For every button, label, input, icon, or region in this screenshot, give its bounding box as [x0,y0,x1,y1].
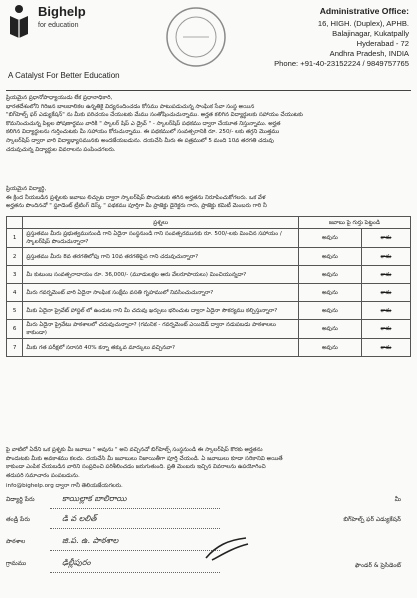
answer-yes[interactable]: అవును [321,344,338,351]
founder-president-label: ఫౌండర్ & ప్రెసిడెంట్ [354,562,401,569]
handwritten-father-name: డి వ లలిత్ [62,514,97,523]
table-row: 4 మీరు గవర్నమెంట్ వారి ఏదైనా సాంఘిక సంక్షేమ వసతి గృహములో నివసించుచున్నారా? అవును కాదు [7,284,411,302]
questions-header: ప్రశ్నలు [23,217,298,229]
logo-mark-icon [8,4,30,38]
answer-yes[interactable]: అవును [321,253,338,260]
answer-no[interactable]: కాదు [380,307,392,314]
office-title: Administrative Office: [319,6,409,16]
answer-no[interactable]: కాదు [380,271,392,278]
tagline: A Catalyst For Better Education [8,71,120,80]
answer-yes[interactable]: అవును [321,271,338,278]
closing-salutation: మీ [394,496,401,503]
field-row-village: గ్రామము ఢిల్లీపురం [6,560,266,576]
answer-no[interactable]: కాదు [380,326,392,332]
handwritten-village: ఢిల్లీపురం [62,558,91,567]
administrative-office-block [274,6,409,69]
answer-yes[interactable]: అవును [321,326,338,332]
handwritten-school: జి.ప. ఉ. పాఠశాల [62,536,119,545]
answer-no[interactable]: కాదు [380,235,392,241]
answer-no[interactable]: కాదు [380,253,392,260]
closing-paragraph: పై వాటిలో ఏదేని ఒక ప్రశ్నకు మీ జవాబు " అవును " అని వచ్చినచో బిగ్‌హెల్ప్ సంస్థనుండి ఈ స్కాలర్‌షిప్ కొరకు అర్హతను పొందుటకు మీకు అవకాశము కలదు. దయచేసి మీ జవాబులు నిజాయితీగా పూర్తి చేయండి. ఏ జవాబులు కూడా సరికానివి అయితే కాకుండా ఎంపిక చేయబడిన వారిని సంప్రదించి పరిశీలించడం జరుగుతుంది. ప్రతి మెంబరు ఇచ్చిన వివరాలను ఉపయోగించి తదుపరి సమాచారం పంపబడును. [6,447,283,479]
answer-no[interactable]: కాదు [380,344,392,351]
office-line: Hyderabad - 72 [356,39,409,48]
office-line: 16, HIGH. (Duplex), APHB. [317,19,409,28]
field-row-student-name: విద్యార్థి పేరు కాయిల్లాక బాలిరాయి [6,496,266,512]
signature-scribble-icon [202,536,252,562]
office-phone: Phone: +91-40-23152224 / 9849757765 [274,59,409,68]
table-header-row [7,217,411,229]
table-row: 2 ప్రస్తుతము మీరు 8వ తరగతిలోపు గాని 10వ తరగతిపైన గాని చదువుచున్నారా? అవును కాదు [7,248,411,266]
brand-name: Bighelp [38,4,86,19]
header-divider [6,90,411,91]
table-row: 3 మీ కుటుంబ సంవత్సరాదాయం రూ. 36,000/- (మూడులక్షల ఆరు వేలరూపాయలు) మించియున్నదా? అవును కాదు [7,266,411,284]
brand-subtitle: for education [38,22,79,29]
answer-yes[interactable]: అవును [321,289,338,296]
closing-organization: బిగ్‌హెల్ప్ ఫర్ ఎడ్యుకేషన్ [343,516,401,523]
intro-paragraph: ప్రియమైన ప్రధానోపాధ్యాయుడు లేక ప్రధానాధికారి, భారతదేశంలోని గిరిజన బాలబాలికల ఉన్నతికై విద్యనందించడం కోసము పాటుపడుచున్న సాంఘిక సేవా సంస్థ అయిన "బిగ్‌హెల్ప్ ఫర్ ఎడ్యుకేషన్" ను మీకు పరిచయం చేయుటకు మేము సంతోషించుచున్నాము. అర్హత కలిగిన విద్యార్థులకు సహాయం చేయుటకు కొమనించుచున్న పిల్లల పోషణార్థము వారికి " స్కాలర్ షిప్ ఎ డ్రైవ్ " - స్కాలర్‌షిప్ పథకము ద్వారా చేయూత నిస్తున్నాము. అర్హత కలిగిన విద్యార్థులను గుర్తించుటకు మీ సహాయం కోరుచున్నాము. ఈ పథకములో సంవత్సరానికి రూ. 250/- లకు తగ్గని మొత్తము స్కాలర్‌షిప్ ద్వారా వారి విద్యాభ్యాసమునకు అందజేయబడును. దయచేసి మీరు ఈ పత్రములో 5 మంది 10వ తరగతి చదువు చదువుచున్న విద్యార్థుల వివరాలను పంపించగలరు. [6,95,303,153]
organization-stamp-icon [165,6,227,68]
handwritten-student-name: కాయిల్లాక బాలిరాయి [62,494,127,503]
field-row-father-name: తండ్రి పేరు డి వ లలిత్ [6,516,266,532]
field-row-school: పాఠశాల జి.ప. ఉ. పాఠశాల [6,538,266,554]
office-line: Balajinagar, Kukatpally [332,29,409,38]
answer-yes[interactable]: అవును [321,307,338,314]
answer-yes[interactable]: అవును [321,235,338,241]
table-row: 7 మీకు గత పరీక్షలో సరాసరి 40% కన్నా తక్కువ మార్కులు వచ్చినవా? అవును కాదు [7,339,411,357]
email-line: info@bighelp.org ద్వారా గానీ తెలియజేయగలరు. [6,483,123,489]
table-row: 1 ప్రస్తుతము మీరు ప్రభుత్వమునుండి గాని ఏదైనా సంస్థనుండి గాని సంవత్సరమునకు రూ. 500/-లకు మించిన సహాయం / స్కాలర్‌షిప్ పొందుచున్నారా? అవును కాదు [7,229,411,248]
answer-header: జవాబు పై గుర్తు పెట్టండి [298,217,410,229]
table-row: 6 మీరు ఏదైనా ప్రైవేటు పాఠశాలలో చదువుచున్నారా? (గమనిక - గవర్నమెంట్ ఎయిడెడ్ ద్వారా నడుపబడు పాఠశాలలు కాకుండా) అవును కాదు [7,320,411,339]
eligibility-table [6,216,411,357]
student-paragraph: ప్రియమైన విద్యార్థి, ఈ క్రింద నీయబడిన ప్రశ్నలకు జవాబు లిచ్చుట ద్వారా స్కాలర్‌షిప్ పొందుటకు తగిన అర్హతను నిరూపించుకోగలరు. ఒక వేళ అర్హతను పొందినచో " స్టూడెంట్ ట్రీటింగ్ డెస్క్ " పథకము పూర్తిగా మీ ప్రాజెక్టు డైరెక్టరు గారు, ప్రాజెక్టు కమిటీ మెంబరు గారి నీ [6,186,267,210]
table-row: 5 మీకు ఏదైనా ప్రైవేట్ హాస్టల్ లో ఉండుట గాని మీ చదువు ఖర్చులు భరించుట ద్వారా ఏదైనా సౌకర్యము కల్పిస్తున్నారా? అవును కాదు [7,302,411,320]
answer-no[interactable]: కాదు [380,289,392,296]
office-line: Andhra Pradesh, INDIA [329,49,409,58]
